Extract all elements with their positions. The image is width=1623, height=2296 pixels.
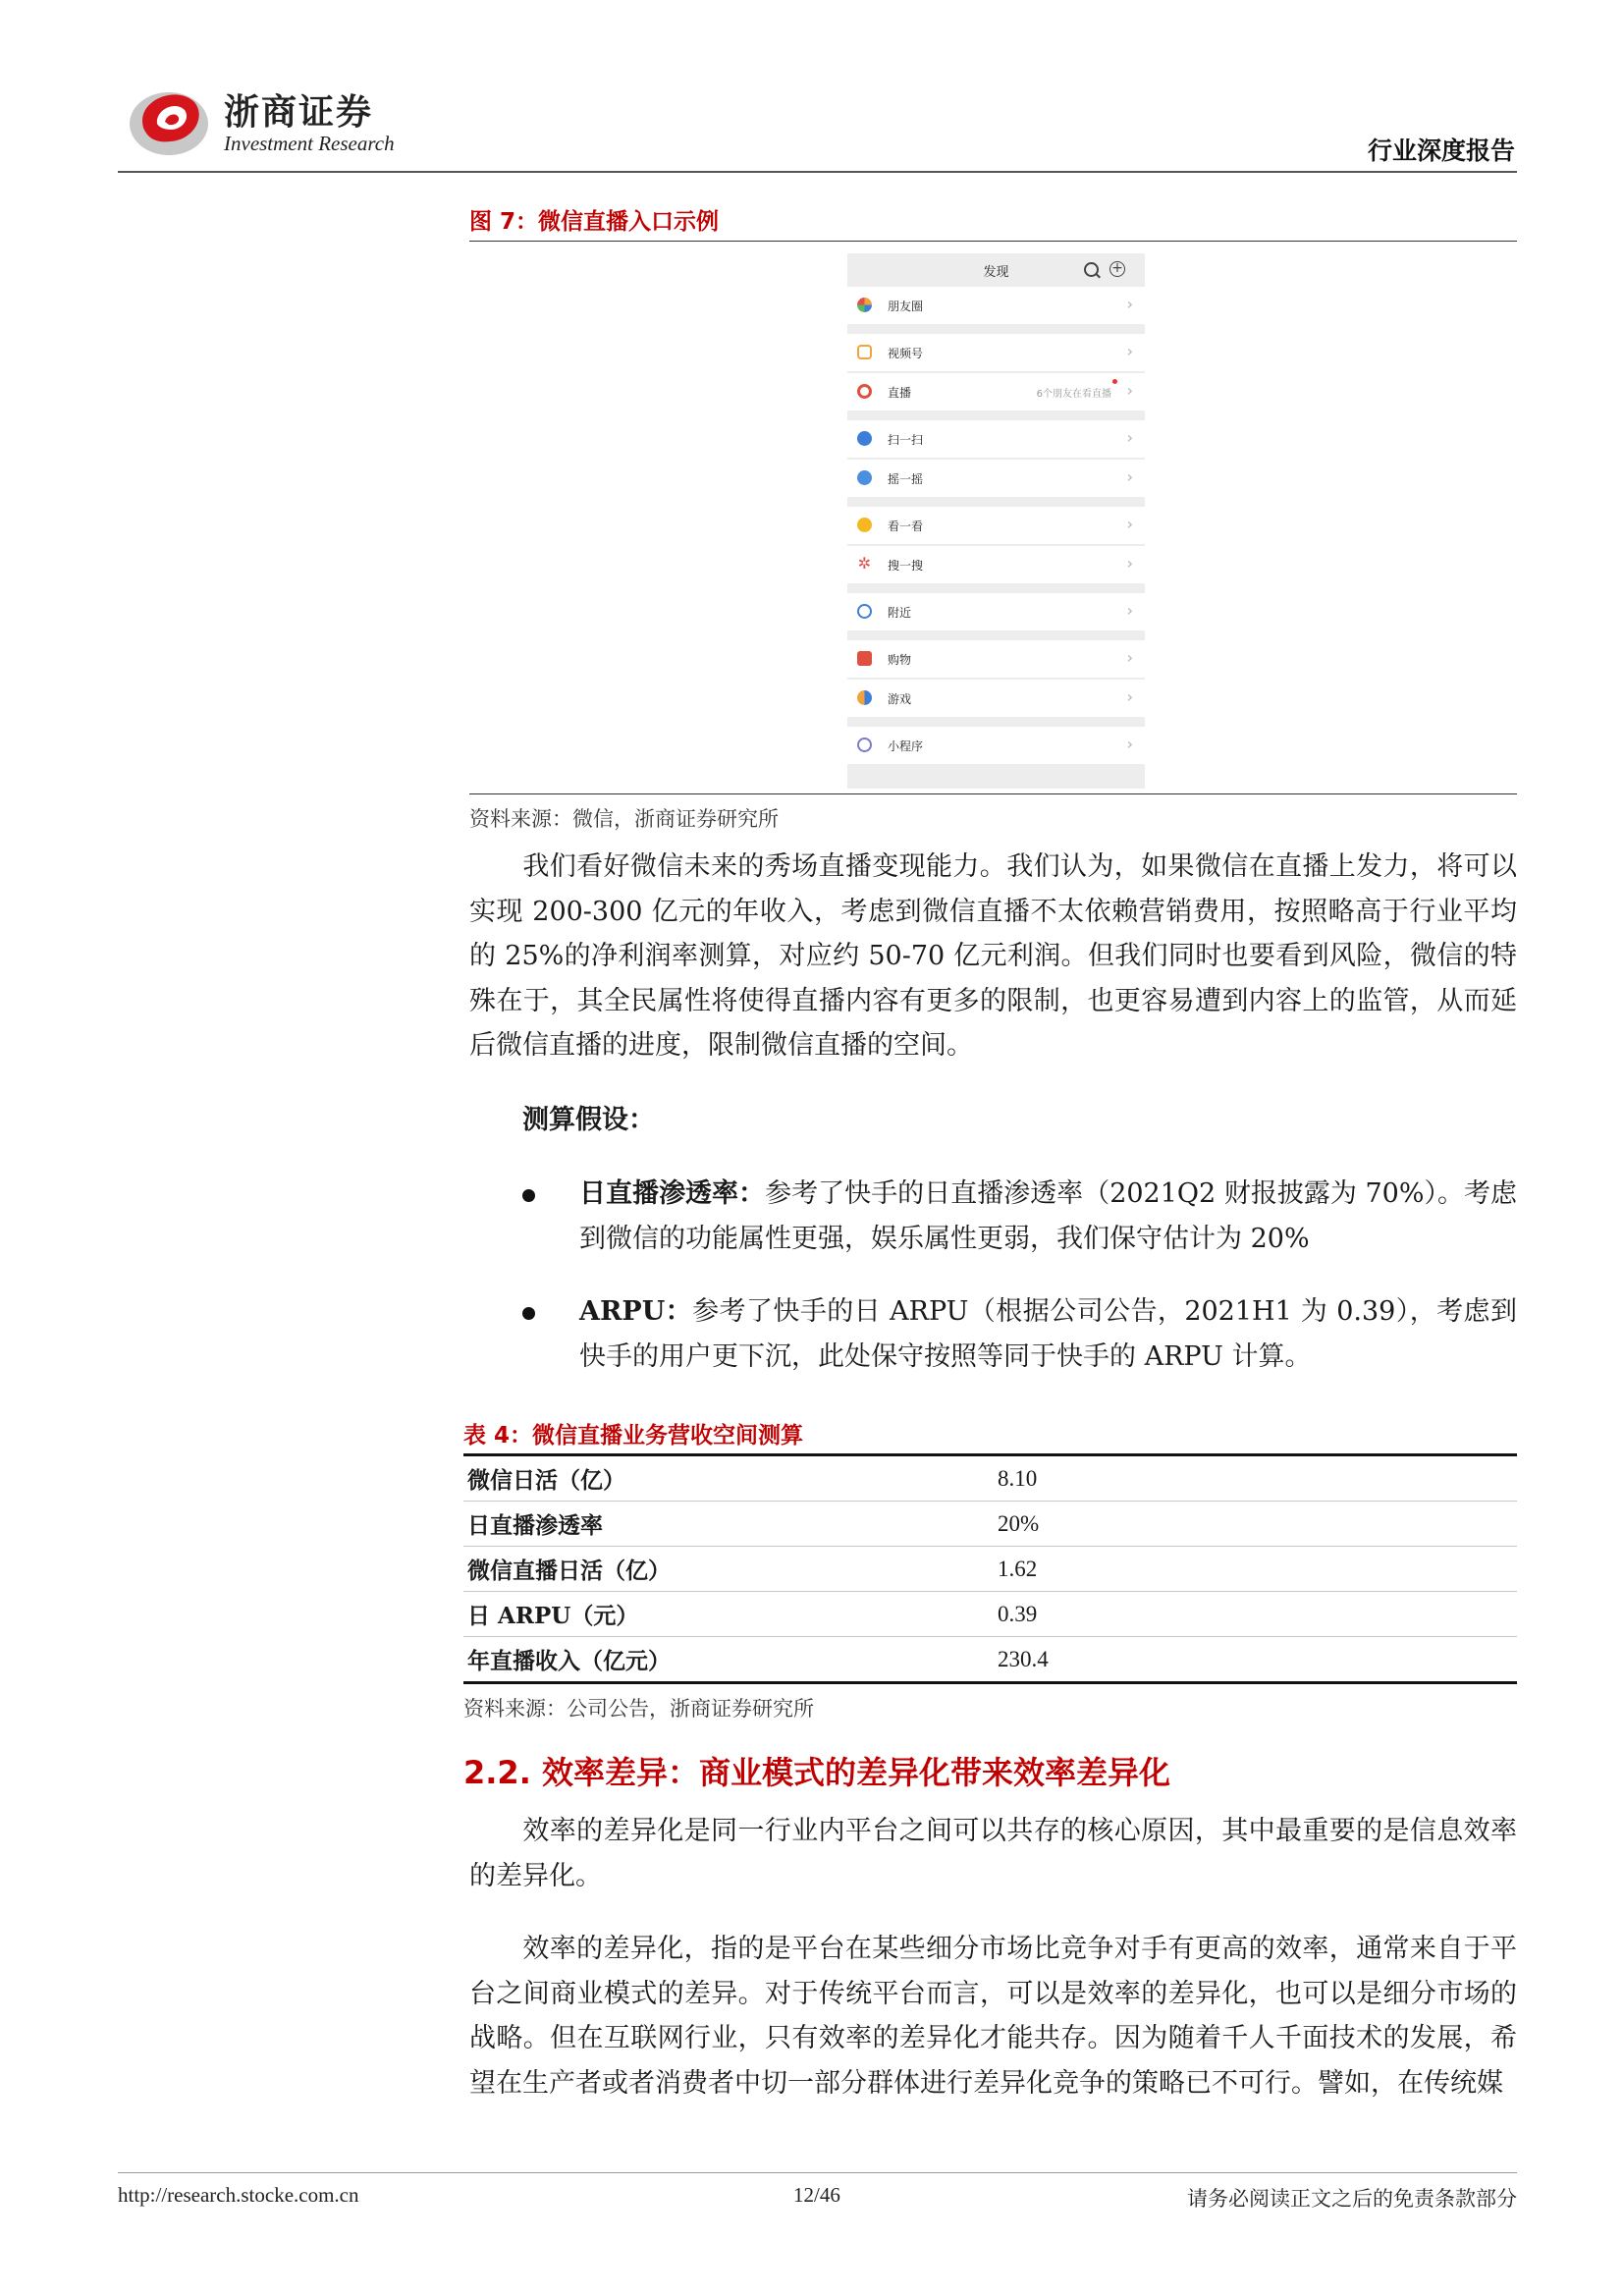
table-cell-value: 20% (994, 1502, 1517, 1547)
table-cell-value: 230.4 (994, 1637, 1517, 1683)
discover-row-label: 直播 (888, 386, 912, 400)
section-paragraph (469, 1927, 1517, 2105)
chevron-right-icon: › (1126, 295, 1133, 313)
discover-row-moments (847, 287, 1145, 324)
bullet-term: 日直播渗透率： (579, 1178, 766, 1209)
chevron-right-icon: › (1126, 687, 1133, 706)
live-icon (857, 384, 872, 399)
search-star-icon: ✲ (857, 554, 872, 573)
discover-row-label: 扫一扫 (888, 433, 924, 447)
scan-icon (857, 431, 872, 446)
nearby-icon (857, 604, 872, 619)
chevron-right-icon: › (1126, 467, 1133, 486)
discover-row-label: 附近 (888, 606, 912, 620)
search-icon (1084, 262, 1099, 277)
figure-bottom-rule (469, 793, 1517, 794)
phone-title: 发现 (983, 265, 1009, 280)
discover-row-mini-program (847, 727, 1145, 764)
figure-source: 资料来源：微信，浙商证券研究所 (469, 807, 779, 831)
assumptions-heading: 测算假设： (522, 1105, 655, 1135)
footer-url[interactable]: http://research.stocke.com.cn (118, 2183, 359, 2207)
table-cell-label: 微信日活（亿） (463, 1455, 994, 1502)
section-paragraph-text: 效率的差异化，指的是平台在某些细分市场比竞争对手有更高的效率，通常来自于平台之间商业模式的差异。对于传统平台而言，可以是效率的差异化，也可以是细分市场的战略。但在互联网行业，只有效率的差异化才能共存。因为随着千人千面技术的发展，希望在生产者或者消费者中切一部分群体进行差异化竞争的策略已不可行。譬如，在传统媒 (469, 1934, 1517, 2099)
discover-row-search (847, 546, 1145, 583)
body-paragraph (469, 845, 1517, 1068)
logo-english-name: Investment Research (224, 132, 395, 155)
discover-row-live (847, 373, 1145, 410)
discover-row-label: 小程序 (888, 739, 924, 753)
footer-disclaimer: 请务必阅读正文之后的免责条款部分 (1187, 2187, 1517, 2211)
table-cell-label: 日 ARPU（元） (463, 1592, 994, 1637)
discover-row-shopping (847, 640, 1145, 678)
body-paragraph-text: 我们看好微信未来的秀场直播变现能力。我们认为，如果微信在直播上发力，将可以实现 200-300 亿元的年收入，考虑到微信直播不太依赖营销费用，按照略高于行业平均的 25%的净利润率测算，对应约 50-70 亿元利润。但我们同时也要看到风险，微信的特殊在于，其全民属性将使得直播内容有更多的限制，也更容易遭到内容上的监管，从而延后微信直播的进度，限制微信直播的空间。 (469, 851, 1517, 1061)
discover-row-label: 朋友圈 (888, 300, 924, 313)
bullet-item (579, 1289, 1517, 1379)
table-row (463, 1592, 1517, 1637)
games-icon (857, 690, 872, 705)
discover-row-games (847, 680, 1145, 717)
discover-row-top-stories (847, 507, 1145, 544)
logo-chinese-name: 浙商证券 (224, 91, 374, 133)
chevron-right-icon: › (1126, 342, 1133, 360)
chevron-right-icon: › (1126, 735, 1133, 753)
moments-icon (857, 298, 872, 312)
bullet-text: 参考了快手的日直播渗透率（2021Q2 财报披露为 70%）。考虑到微信的功能属性更强，娱乐属性更弱，我们保守估计为 20% (579, 1178, 1518, 1254)
discover-row-label: 摇一摇 (888, 472, 924, 486)
bullet-icon (522, 1189, 535, 1202)
chevron-right-icon: › (1126, 554, 1133, 573)
bullet-term: ARPU： (579, 1296, 693, 1327)
table-cell-label: 日直播渗透率 (463, 1502, 994, 1547)
chevron-right-icon: › (1126, 381, 1133, 400)
figure-top-rule (469, 241, 1517, 242)
discover-row-nearby (847, 593, 1145, 630)
company-logo-icon (126, 81, 216, 159)
discover-row-label: 游戏 (888, 692, 912, 706)
bullet-text: 参考了快手的日 ARPU（根据公司公告，2021H1 为 0.39），考虑到快手的用户更下沉，此处保守按照等同于快手的 ARPU 计算。 (579, 1296, 1517, 1372)
footer-divider (118, 2172, 1517, 2173)
shopping-icon (857, 651, 872, 666)
bullet-item (579, 1172, 1517, 1261)
figure-caption: 图 7：微信直播入口示例 (469, 209, 720, 235)
add-icon: + (1109, 261, 1125, 277)
table-cell-label: 年直播收入（亿元） (463, 1637, 994, 1683)
wechat-discover-screenshot (847, 253, 1145, 789)
table-cell-value: 0.39 (994, 1592, 1517, 1637)
discover-row-channels (847, 334, 1145, 371)
discover-row-label: 购物 (888, 653, 912, 667)
notification-dot-icon (1112, 379, 1117, 384)
channels-icon (857, 345, 872, 359)
table-cell-value: 1.62 (994, 1547, 1517, 1592)
bullet-icon (522, 1307, 535, 1320)
table-cell-value: 8.10 (994, 1455, 1517, 1502)
header-divider (118, 171, 1517, 173)
table-caption: 表 4：微信直播业务营收空间测算 (463, 1423, 804, 1449)
discover-row-shake (847, 460, 1145, 497)
discover-row-label: 搜一搜 (888, 559, 924, 573)
revenue-estimate-table (463, 1453, 1517, 1684)
phone-top-bar (847, 253, 1145, 287)
report-type-label: 行业深度报告 (1367, 137, 1515, 165)
chevron-right-icon: › (1126, 601, 1133, 620)
chevron-right-icon: › (1126, 515, 1133, 533)
top-stories-icon (857, 518, 872, 532)
table-row (463, 1502, 1517, 1547)
chevron-right-icon: › (1126, 428, 1133, 447)
section-heading: 2.2. 效率差异：商业模式的差异化带来效率差异化 (463, 1754, 1170, 1791)
table-cell-label: 微信直播日活（亿） (463, 1547, 994, 1592)
discover-row-scan (847, 420, 1145, 458)
table-row (463, 1547, 1517, 1592)
table-row (463, 1637, 1517, 1683)
chevron-right-icon: › (1126, 648, 1133, 667)
shake-icon (857, 470, 872, 485)
section-paragraph-text: 效率的差异化是同一行业内平台之间可以共存的核心原因，其中最重要的是信息效率的差异化。 (469, 1816, 1517, 1891)
table-row (463, 1455, 1517, 1502)
section-paragraph (469, 1809, 1517, 1898)
live-friends-count: 6个朋友在看直播 (1036, 389, 1111, 400)
table-source: 资料来源：公司公告，浙商证券研究所 (463, 1697, 814, 1721)
discover-row-label: 看一看 (888, 519, 924, 533)
discover-row-label: 视频号 (888, 347, 924, 360)
page-number: 12/46 (793, 2183, 840, 2207)
mini-program-icon (857, 738, 872, 752)
